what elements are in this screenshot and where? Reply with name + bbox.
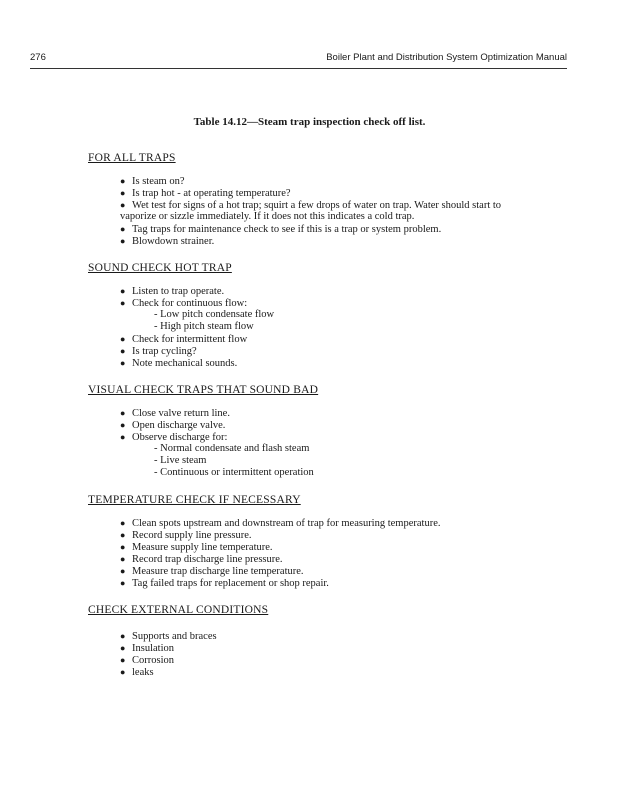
list-item: ● Supports and braces [120,631,217,642]
bullet-icon: ● [120,655,126,665]
list-item: ● Check for intermittent flow [120,334,248,345]
bullet-icon: ● [120,566,126,576]
list-item: ● Record supply line pressure. [120,530,252,541]
list-item: ● Blowdown strainer. [120,236,215,247]
bullet-icon: ● [120,286,126,296]
list-item: ● Corrosion [120,655,174,666]
running-header [30,52,567,66]
list-item: ● Wet test for signs of a hot trap; squirt a few drops of water on trap. Water should start to [120,200,502,211]
list-item: ● Check for continuous flow: [120,298,248,309]
list-item: ● Clean spots upstream and downstream of trap for measuring temperature. [120,518,441,529]
bullet-icon: ● [120,176,126,186]
sub-item: - Low pitch condensate flow [154,309,275,320]
bullet-icon: ● [120,188,126,198]
bullet-icon: ● [120,346,126,356]
list-item: ● Tag traps for maintenance check to see if this is a trap or system problem. [120,224,442,235]
list-item: ● Is trap cycling? [120,346,197,357]
bullet-icon: ● [120,236,126,246]
bullet-icon: ● [120,298,126,308]
bullet-icon: ● [120,420,126,430]
list-item-continuation: vaporize or sizzle immediately. If it does not this indicates a cold trap. [120,211,415,222]
section-heading-for-all-traps: FOR ALL TRAPS [88,152,176,164]
list-item: ● Observe discharge for: [120,432,228,443]
list-item: ● Is steam on? [120,176,185,187]
section-heading-sound-check: SOUND CHECK HOT TRAP [88,262,232,274]
table-title: Table 14.12—Steam trap inspection check off list. [193,116,426,128]
bullet-icon: ● [120,667,126,677]
bullet-icon: ● [120,358,126,368]
bullet-icon: ● [120,408,126,418]
bullet-icon: ● [120,432,126,442]
bullet-icon: ● [120,518,126,528]
bullet-icon: ● [120,554,126,564]
header-rule [30,68,567,69]
bullet-icon: ● [120,643,126,653]
section-heading-external-conditions: CHECK EXTERNAL CONDITIONS [88,604,269,616]
list-item: ● leaks [120,667,154,678]
sub-item: - Live steam [154,455,207,466]
bullet-icon: ● [120,631,126,641]
bullet-icon: ● [120,200,126,210]
bullet-icon: ● [120,530,126,540]
page-number: 276 [30,52,46,63]
section-heading-visual-check: VISUAL CHECK TRAPS THAT SOUND BAD [88,384,319,396]
list-item: ● Record trap discharge line pressure. [120,554,283,565]
bullet-icon: ● [120,334,126,344]
sub-item: - High pitch steam flow [154,321,254,332]
list-item: ● Open discharge valve. [120,420,226,431]
sub-item: - Continuous or intermittent operation [154,467,314,478]
list-item: ● Measure trap discharge line temperature. [120,566,304,577]
section-heading-temperature-check: TEMPERATURE CHECK IF NECESSARY [88,494,301,506]
sub-item: - Normal condensate and flash steam [154,443,310,454]
list-item: ● Is trap hot - at operating temperature? [120,188,291,199]
bullet-icon: ● [120,578,126,588]
list-item: ● Close valve return line. [120,408,230,419]
list-item: ● Measure supply line temperature. [120,542,273,553]
list-item: ● Tag failed traps for replacement or shop repair. [120,578,329,589]
bullet-icon: ● [120,542,126,552]
list-item: ● Listen to trap operate. [120,286,225,297]
list-item: ● Insulation [120,643,174,654]
bullet-icon: ● [120,224,126,234]
book-title: Boiler Plant and Distribution System Optimization Manual [326,52,567,63]
list-item: ● Note mechanical sounds. [120,358,238,369]
